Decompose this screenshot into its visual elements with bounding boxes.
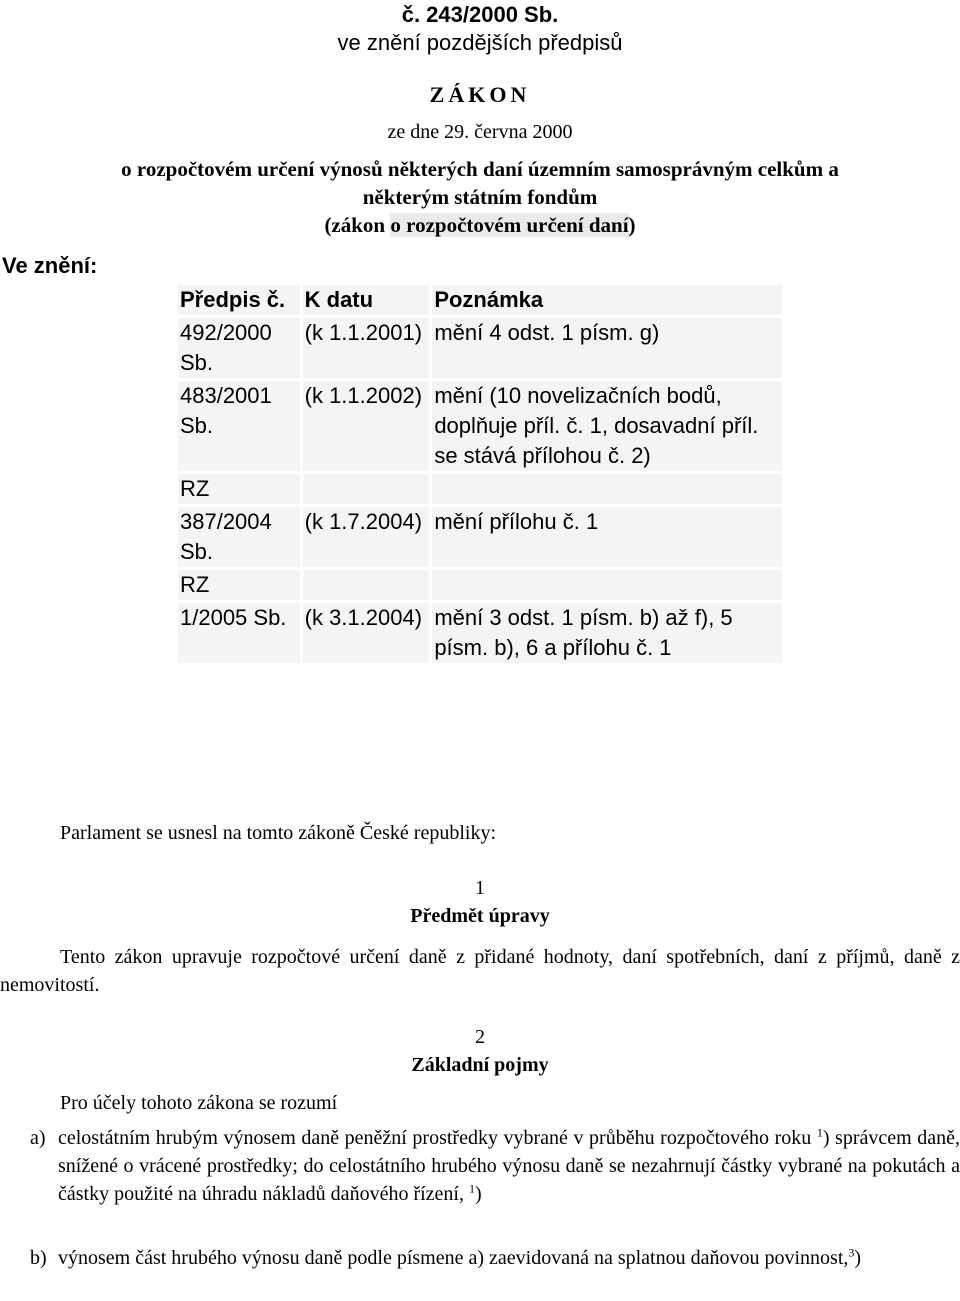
section-heading: Základní pojmy: [411, 1054, 549, 1076]
cell-datum: (k 1.7.2004): [303, 507, 430, 567]
list-item-label: b): [30, 1247, 47, 1269]
cell-datum: (k 3.1.2004): [303, 603, 430, 663]
cell-datum: [303, 570, 430, 600]
law-date: ze dne 29. června 2000: [387, 121, 573, 143]
footnote-ref[interactable]: 3: [848, 1245, 855, 1260]
cell-predpis: RZ: [178, 570, 300, 600]
text-segment: ): [854, 1247, 862, 1269]
cell-datum: [303, 474, 430, 504]
section-number: 2: [475, 1026, 485, 1048]
table-row: [178, 507, 782, 567]
law-short-name-suffix: ): [628, 213, 636, 237]
table-row: [178, 381, 782, 471]
section-number: 1: [475, 877, 485, 899]
section-intro: Pro účely tohoto zákona se rozumí: [60, 1092, 338, 1114]
document-subtitle: ve znění pozdějších předpisů: [337, 30, 623, 55]
footnote-ref[interactable]: 1: [816, 1125, 823, 1140]
column-header: Poznámka: [432, 285, 782, 315]
list-item-label: a): [30, 1127, 46, 1149]
table-row: [178, 318, 782, 378]
law-title-line: [60, 211, 900, 239]
section-paragraph: Tento zákon upravuje rozpočtové určení daně z přidané hodnoty, daní spotřebních, daní z příjmů, daně z nemovitostí.: [0, 946, 960, 996]
cell-predpis: RZ: [178, 474, 300, 504]
cell-poznamka: [432, 474, 782, 504]
preamble: Parlament se usnesl na tomto zákoně České republiky:: [60, 822, 497, 844]
cell-predpis: 1/2005 Sb.: [178, 603, 300, 663]
text-segment: ) správcem daně, snížené o vrácené prostředky; do celostátního hrubého výnosu daně se nezahrnují částky vybrané na pokutách a částky použité na úhradu nákladů daňového řízení,: [58, 1127, 960, 1205]
footnote-ref[interactable]: 1: [468, 1181, 475, 1196]
law-short-name-prefix: (zákon: [324, 213, 391, 237]
text-segment: celostátním hrubým výnosem daně peněžní prostředky vybrané v průběhu rozpočtového roku: [58, 1127, 812, 1149]
text-segment: výnosem část hrubého výnosu daně podle písmene a) zaevidovaná na splatnou daňovou povinnost,: [58, 1247, 849, 1269]
law-title: [60, 155, 900, 239]
cell-datum: (k 1.1.2002): [303, 381, 430, 471]
column-header: K datu: [303, 285, 430, 315]
list-item: [30, 1244, 960, 1272]
cell-poznamka: mění 4 odst. 1 písm. g): [432, 318, 782, 378]
table-row: [178, 603, 782, 663]
amendments-label: Ve znění:: [2, 253, 98, 278]
law-type: ZÁKON: [429, 82, 531, 107]
cell-predpis: 483/2001 Sb.: [178, 381, 300, 471]
cell-poznamka: [432, 570, 782, 600]
cell-poznamka: mění 3 odst. 1 písm. b) až f), 5 písm. b), 6 a přílohu č. 1: [432, 603, 782, 663]
section-heading: Předmět úpravy: [410, 905, 550, 927]
cell-poznamka: mění (10 novelizačních bodů, doplňuje příl. č. 1, dosavadní příl. se stává přílohou č. 2): [432, 381, 782, 471]
table-header-row: [178, 285, 782, 315]
list-item-text: [58, 1244, 960, 1272]
list-item: [30, 1124, 960, 1208]
amendments-table: [175, 282, 785, 666]
cell-datum: (k 1.1.2001): [303, 318, 430, 378]
text-segment: ): [474, 1183, 482, 1205]
cell-predpis: 492/2000 Sb.: [178, 318, 300, 378]
cell-poznamka: mění přílohu č. 1: [432, 507, 782, 567]
table-row: [178, 570, 782, 600]
column-header: Předpis č.: [178, 285, 300, 315]
law-title-line: některým státním fondům: [362, 185, 598, 209]
law-short-name: o rozpočtovém určení daní: [390, 213, 629, 237]
table-row: [178, 474, 782, 504]
document-number: č. 243/2000 Sb.: [401, 2, 559, 27]
law-title-line: o rozpočtovém určení výnosů některých daní územním samosprávným celkům a: [121, 157, 839, 181]
cell-predpis: 387/2004 Sb.: [178, 507, 300, 567]
list-item-text: [58, 1124, 960, 1208]
